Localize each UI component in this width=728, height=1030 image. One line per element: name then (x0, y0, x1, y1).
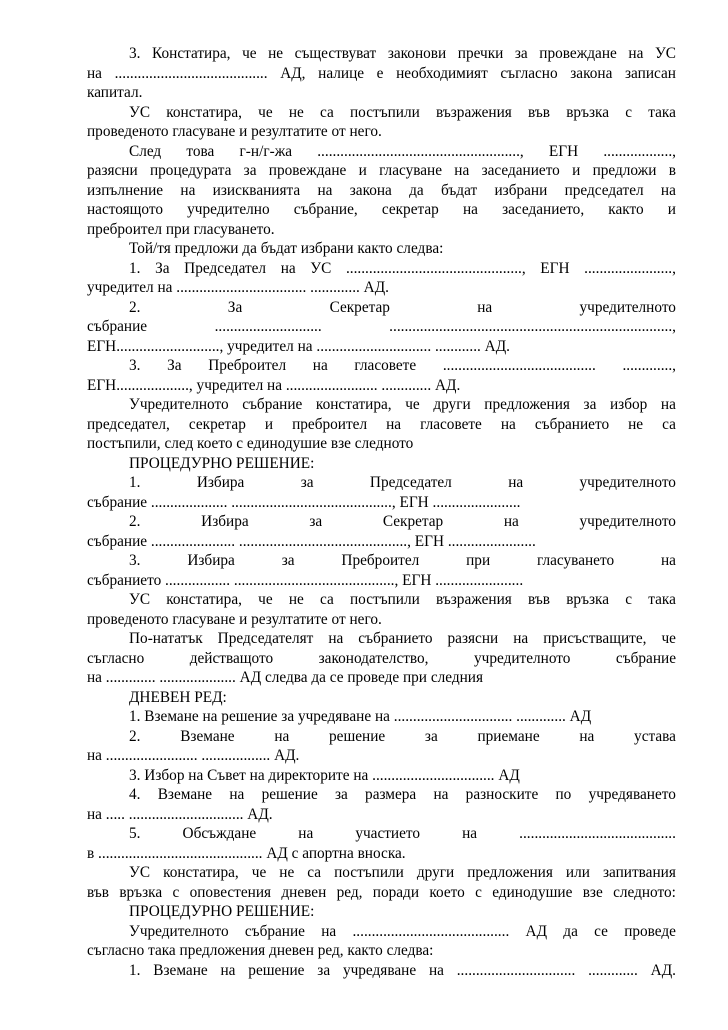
text-line: съгласно така предложения дневен ред, както следва: (87, 942, 434, 959)
text-line: събрание ...................... ............................................, ЕГН ....................... (87, 532, 536, 550)
text-line: 4. Вземане на решение за размера на разноските по учредяването (129, 786, 676, 803)
text-line: в ........................................... АД с апортна вноска. (87, 844, 406, 862)
text-line: 3. Избира за Преброител при гласуването на (129, 552, 676, 569)
text-line: проведеното гласуване и резултатите от него. (87, 610, 382, 628)
text-line: ПРОЦЕДУРНО РЕШЕНИЕ: (129, 454, 315, 472)
text-line: изпълнение на изискванията на закона да бъдат избрани председател на (87, 181, 676, 199)
text-line: 2. Вземане на решение за приемане на устава (129, 727, 676, 745)
text-line: капитал. (87, 84, 143, 101)
text-line: 3. Избор на Съвет на директорите на ................................ АД (129, 766, 520, 784)
text-line: на ........................................ АД, налице е необходимият съгласно закона записан (87, 64, 676, 82)
text-line: настоящото учредително събрание, секретар на заседанието, както и (87, 201, 676, 218)
text-line: ДНЕВЕН РЕД: (129, 688, 227, 706)
text-line: ЕГН..................., учредител на ........................ ............. АД. (87, 376, 461, 394)
text-line: УС констатира, че не са постъпили възражения във връзка с така (129, 103, 676, 121)
text-line: След това г-н/г-жа ....................................................., ЕГН .................., (129, 142, 676, 160)
text-line: постъпили, след което с единодушие взе следното (87, 435, 414, 452)
text-line: 2. За Секретар на учредителното (129, 298, 676, 316)
text-line: събрание ............................ .........................................................................., (87, 318, 676, 335)
text-line: УС констатира, че не са постъпили възражения във връзка с така (129, 591, 676, 608)
document-body (87, 44, 676, 980)
text-line: 3. За Преброител на гласовете ........................................ ............., (129, 357, 676, 374)
text-line: председател, секретар и преброител на гласовете на събранието не са (87, 415, 676, 433)
text-line: 1. За Председател на УС .............................................., ЕГН ......................., (129, 259, 676, 277)
text-line: По-нататък Председателят на събранието разясни на присъстващите, че (129, 630, 676, 647)
text-line: Учредителното събрание на ......................................... АД да се проведе (129, 922, 676, 940)
text-line: на ........................ .................. АД. (87, 747, 300, 764)
text-line: преброител при гласуването. (87, 220, 275, 238)
text-line: събранието ................. .........................................., ЕГН ....................... (87, 571, 524, 589)
text-line: 2. Избира за Секретар на учредителното (129, 513, 676, 530)
text-line: на ............. .................... АД следва да се проведе при следния (87, 669, 484, 686)
text-line: 1. Вземане на решение за учредяване на ............................... ............. АД. (129, 961, 676, 979)
text-line: разясни процедурата за провеждане и гласуване на заседанието и предложи в (87, 162, 676, 179)
text-line: проведеното гласуване и резултатите от него. (87, 123, 382, 140)
text-line: съгласно действащото законодателство, учредителното събрание (87, 649, 676, 667)
text-line: 1. Избира за Председател на учредителното (129, 474, 676, 491)
text-line: Учредителното събрание констатира, че други предложения за избор на (129, 396, 676, 413)
text-line: събрание .................... .........................................., ЕГН ....................... (87, 493, 521, 511)
text-line: 5. Обсъждане на участието на ......................................... (129, 825, 676, 842)
text-line: УС констатира, че не са постъпили други предложения или запитвания (129, 864, 676, 881)
text-line: ПРОЦЕДУРНО РЕШЕНИЕ: (129, 903, 315, 920)
text-line: във връзка с оповестения дневен ред, поради което с единодушие взе следното: (87, 883, 676, 901)
text-line: учредител на .................................. ............. АД. (87, 279, 389, 296)
text-line: 1. Вземане на решение за учредяване на ............................... ............. АД (129, 708, 592, 725)
text-line: на ..... .............................. АД. (87, 805, 273, 823)
text-line: 3. Констатира, че не съществуват законови пречки за провеждане на УС (129, 45, 676, 62)
text-line: ЕГН..........................., учредител на .............................. ............ АД. (87, 337, 510, 355)
text-line: Той/тя предложи да бъдат избрани както следва: (129, 240, 444, 257)
